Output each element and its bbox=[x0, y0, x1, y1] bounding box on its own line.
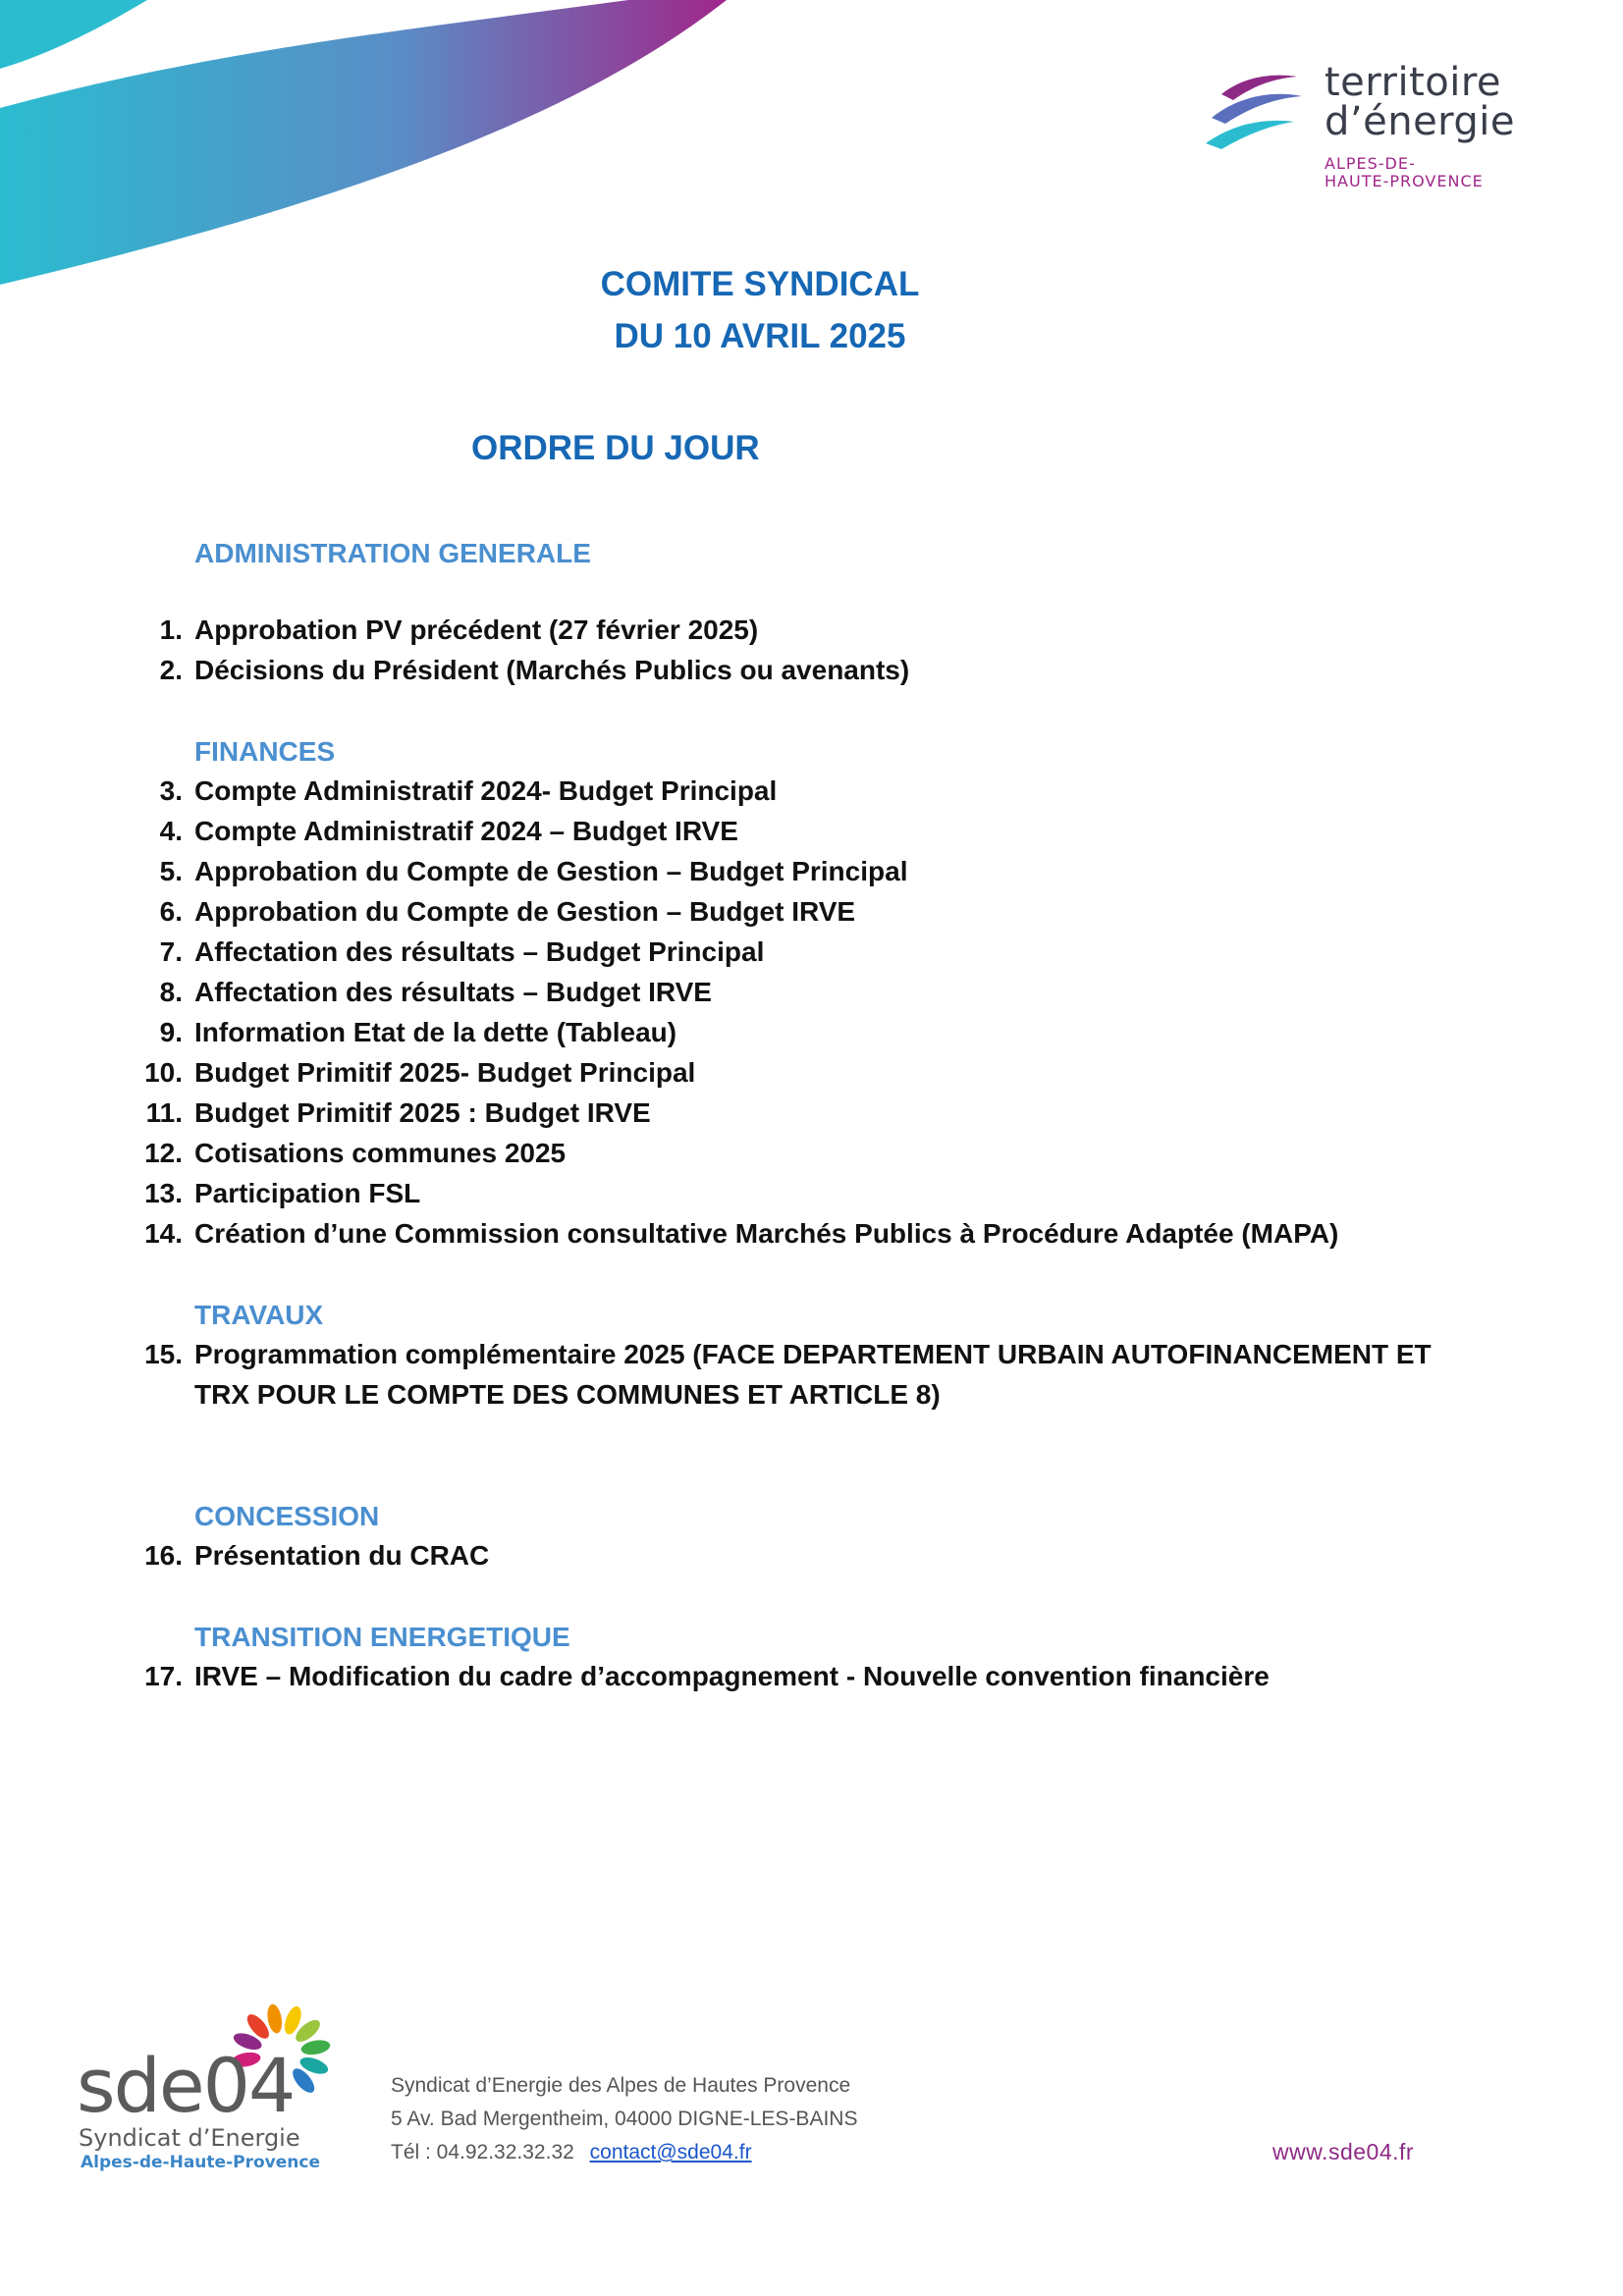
footer-website-link[interactable]: www.sde04.fr bbox=[1272, 2139, 1415, 2164]
logo-text-region-1: ALPES-DE- bbox=[1325, 154, 1416, 173]
sde04-logo bbox=[77, 1990, 361, 2176]
agenda-item-text: IRVE – Modification du cadre d’accompagnement - Nouvelle convention financière bbox=[194, 1661, 1270, 1691]
agenda-item-number: 2. bbox=[159, 655, 183, 685]
footer-address: 5 Av. Bad Mergentheim, 04000 DIGNE-LES-BAINS bbox=[391, 2108, 858, 2130]
agenda-item-number: 11. bbox=[145, 1097, 183, 1128]
agenda-item-text: Programmation complémentaire 2025 (FACE DEPARTEMENT URBAIN AUTOFINANCEMENT ET TRX POUR LE COMPTE DES COMMUNES ET ARTICLE 8) bbox=[194, 1339, 1432, 1410]
agenda-item-text: Information Etat de la dette (Tableau) bbox=[194, 1017, 677, 1047]
section-concession: CONCESSION bbox=[194, 1501, 380, 1531]
agenda-item-text: Budget Primitif 2025 : Budget IRVE bbox=[194, 1097, 651, 1128]
agenda-item-text: Compte Administratif 2024- Budget Principal bbox=[194, 775, 778, 806]
agenda-item-text: Affectation des résultats – Budget IRVE bbox=[194, 977, 712, 1007]
agenda-item-number: 13. bbox=[144, 1178, 183, 1208]
header-swoosh-graphic bbox=[0, 0, 746, 294]
agenda-item-number: 7. bbox=[159, 936, 183, 967]
agenda-item-number: 15. bbox=[144, 1339, 183, 1369]
agenda-item-number: 14. bbox=[144, 1218, 183, 1249]
agenda-item-text: Affectation des résultats – Budget Principal bbox=[194, 936, 765, 967]
agenda-item-text: Approbation PV précédent (27 février 2025) bbox=[194, 614, 759, 645]
section-finances: FINANCES bbox=[194, 736, 336, 767]
document-title: COMITE SYNDICAL bbox=[600, 265, 920, 303]
agenda-item-number: 4. bbox=[159, 816, 183, 846]
agenda-item-number: 8. bbox=[159, 977, 183, 1007]
agenda-item-text: Approbation du Compte de Gestion – Budget Principal bbox=[194, 856, 908, 886]
sde04-logo-subtitle: Syndicat d’Energie bbox=[79, 2124, 300, 2152]
footer-email-link[interactable]: contact@sde04.fr bbox=[589, 2141, 752, 2163]
agenda-item-text: Cotisations communes 2025 bbox=[194, 1138, 567, 1168]
agenda-item-text: Compte Administratif 2024 – Budget IRVE bbox=[194, 816, 738, 846]
agenda-item-text: Participation FSL bbox=[194, 1178, 421, 1208]
logo-text-region-2: HAUTE-PROVENCE bbox=[1325, 172, 1484, 190]
agenda-item-number: 3. bbox=[159, 775, 183, 806]
sde04-logo-name: sde04 bbox=[77, 2042, 295, 2129]
sde04-logo-region: Alpes-de-Haute-Provence bbox=[81, 2153, 320, 2172]
agenda-item-number: 16. bbox=[144, 1540, 183, 1571]
footer-phone: Tél : 04.92.32.32.32 bbox=[391, 2141, 574, 2163]
agenda-item-number: 5. bbox=[159, 856, 183, 886]
logo-text-energie: d’énergie bbox=[1325, 99, 1516, 144]
agenda-item-text: Décisions du Président (Marchés Publics ou avenants) bbox=[194, 655, 910, 685]
section-transition: TRANSITION ENERGETIQUE bbox=[194, 1622, 570, 1652]
agenda-item-number: 6. bbox=[159, 896, 183, 927]
agenda-item-number: 10. bbox=[144, 1057, 183, 1088]
agenda-item-number: 9. bbox=[159, 1017, 183, 1047]
logo-text-territoire: territoire bbox=[1325, 60, 1502, 105]
agenda-item-number: 12. bbox=[144, 1138, 183, 1168]
footer-contact bbox=[391, 2139, 752, 2166]
agenda-item-number: 17. bbox=[144, 1661, 183, 1691]
agenda-heading: ORDRE DU JOUR bbox=[471, 429, 760, 467]
agenda-item-text: Budget Primitif 2025- Budget Principal bbox=[194, 1057, 696, 1088]
footer-organization: Syndicat d’Energie des Alpes de Hautes Provence bbox=[391, 2074, 851, 2097]
agenda-item-text: Présentation du CRAC bbox=[194, 1540, 490, 1571]
agenda-item-text: Approbation du Compte de Gestion – Budget IRVE bbox=[194, 896, 856, 927]
document-date: DU 10 AVRIL 2025 bbox=[614, 317, 906, 355]
territoire-energie-logo bbox=[1204, 61, 1557, 188]
territoire-energie-logo-mark-icon bbox=[1204, 67, 1312, 155]
section-travaux: TRAVAUX bbox=[194, 1300, 324, 1330]
agenda-item-text: Création d’une Commission consultative Marchés Publics à Procédure Adaptée (MAPA) bbox=[194, 1218, 1339, 1249]
section-administration: ADMINISTRATION GENERALE bbox=[194, 538, 591, 568]
agenda-item-number: 1. bbox=[159, 614, 183, 645]
